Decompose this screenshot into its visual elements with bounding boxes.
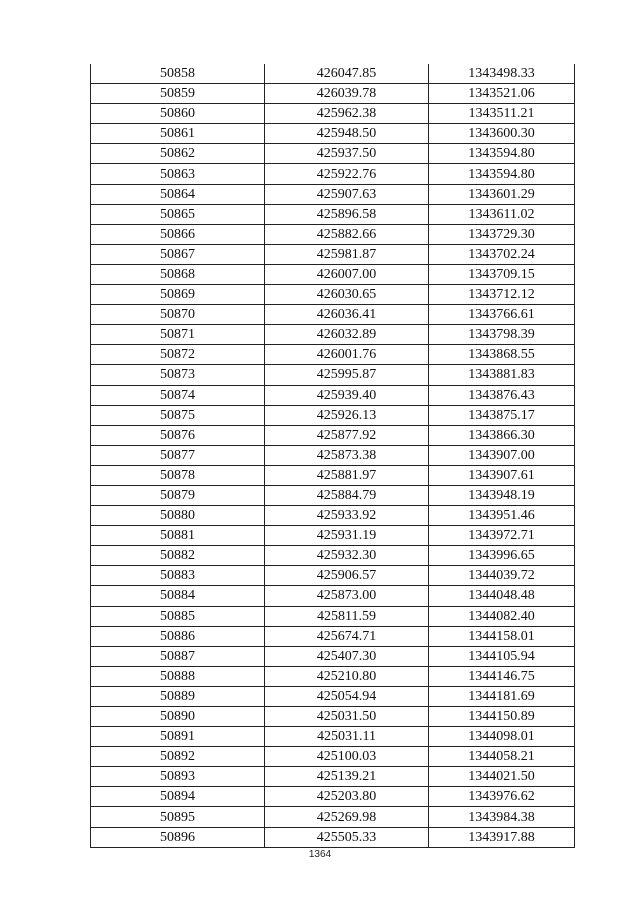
y-coordinate-cell: 1344039.72 bbox=[429, 566, 575, 586]
x-coordinate-cell: 425674.71 bbox=[265, 626, 429, 646]
x-coordinate-cell: 425210.80 bbox=[265, 666, 429, 686]
x-coordinate-cell: 425962.38 bbox=[265, 104, 429, 124]
point-id-cell: 50861 bbox=[91, 124, 265, 144]
y-coordinate-cell: 1343996.65 bbox=[429, 546, 575, 566]
x-coordinate-cell: 425877.92 bbox=[265, 425, 429, 445]
table-row bbox=[91, 405, 575, 425]
table-row bbox=[91, 345, 575, 365]
y-coordinate-cell: 1344082.40 bbox=[429, 606, 575, 626]
point-id-cell: 50893 bbox=[91, 767, 265, 787]
table-row bbox=[91, 586, 575, 606]
y-coordinate-cell: 1343594.80 bbox=[429, 144, 575, 164]
table-row bbox=[91, 666, 575, 686]
y-coordinate-cell: 1343712.12 bbox=[429, 285, 575, 305]
x-coordinate-cell: 426032.89 bbox=[265, 325, 429, 345]
point-id-cell: 50867 bbox=[91, 244, 265, 264]
table-row bbox=[91, 104, 575, 124]
x-coordinate-cell: 425933.92 bbox=[265, 506, 429, 526]
table-row bbox=[91, 727, 575, 747]
table-row bbox=[91, 485, 575, 505]
x-coordinate-cell: 425407.30 bbox=[265, 646, 429, 666]
table-row bbox=[91, 526, 575, 546]
table-row bbox=[91, 747, 575, 767]
point-id-cell: 50869 bbox=[91, 285, 265, 305]
page-number: 1364 bbox=[308, 849, 332, 860]
table-row bbox=[91, 385, 575, 405]
y-coordinate-cell: 1343976.62 bbox=[429, 787, 575, 807]
y-coordinate-cell: 1344058.21 bbox=[429, 747, 575, 767]
point-id-cell: 50894 bbox=[91, 787, 265, 807]
y-coordinate-cell: 1343972.71 bbox=[429, 526, 575, 546]
y-coordinate-cell: 1344181.69 bbox=[429, 686, 575, 706]
point-id-cell: 50859 bbox=[91, 84, 265, 104]
x-coordinate-cell: 425882.66 bbox=[265, 224, 429, 244]
point-id-cell: 50883 bbox=[91, 566, 265, 586]
point-id-cell: 50881 bbox=[91, 526, 265, 546]
point-id-cell: 50874 bbox=[91, 385, 265, 405]
x-coordinate-cell: 425939.40 bbox=[265, 385, 429, 405]
point-id-cell: 50870 bbox=[91, 305, 265, 325]
point-id-cell: 50884 bbox=[91, 586, 265, 606]
x-coordinate-cell: 425907.63 bbox=[265, 184, 429, 204]
y-coordinate-cell: 1343511.21 bbox=[429, 104, 575, 124]
x-coordinate-cell: 425139.21 bbox=[265, 767, 429, 787]
y-coordinate-cell: 1344158.01 bbox=[429, 626, 575, 646]
table-row bbox=[91, 626, 575, 646]
x-coordinate-cell: 425811.59 bbox=[265, 606, 429, 626]
point-id-cell: 50880 bbox=[91, 506, 265, 526]
y-coordinate-cell: 1343600.30 bbox=[429, 124, 575, 144]
y-coordinate-cell: 1343729.30 bbox=[429, 224, 575, 244]
x-coordinate-cell: 425896.58 bbox=[265, 204, 429, 224]
point-id-cell: 50896 bbox=[91, 827, 265, 847]
table-row bbox=[91, 686, 575, 706]
table-row bbox=[91, 465, 575, 485]
coordinate-table-body bbox=[91, 64, 575, 847]
y-coordinate-cell: 1344098.01 bbox=[429, 727, 575, 747]
table-row bbox=[91, 506, 575, 526]
y-coordinate-cell: 1343948.19 bbox=[429, 485, 575, 505]
table-row bbox=[91, 827, 575, 847]
point-id-cell: 50887 bbox=[91, 646, 265, 666]
point-id-cell: 50865 bbox=[91, 204, 265, 224]
table-row bbox=[91, 64, 575, 84]
x-coordinate-cell: 426007.00 bbox=[265, 264, 429, 284]
point-id-cell: 50875 bbox=[91, 405, 265, 425]
point-id-cell: 50878 bbox=[91, 465, 265, 485]
point-id-cell: 50895 bbox=[91, 807, 265, 827]
table-row bbox=[91, 646, 575, 666]
y-coordinate-cell: 1343907.61 bbox=[429, 465, 575, 485]
table-row bbox=[91, 365, 575, 385]
x-coordinate-cell: 425031.50 bbox=[265, 707, 429, 727]
point-id-cell: 50866 bbox=[91, 224, 265, 244]
point-id-cell: 50877 bbox=[91, 445, 265, 465]
table-row bbox=[91, 144, 575, 164]
table-row bbox=[91, 767, 575, 787]
y-coordinate-cell: 1343702.24 bbox=[429, 244, 575, 264]
y-coordinate-cell: 1344150.89 bbox=[429, 707, 575, 727]
coordinate-table bbox=[90, 64, 575, 848]
x-coordinate-cell: 425505.33 bbox=[265, 827, 429, 847]
y-coordinate-cell: 1343798.39 bbox=[429, 325, 575, 345]
point-id-cell: 50864 bbox=[91, 184, 265, 204]
table-row bbox=[91, 204, 575, 224]
point-id-cell: 50868 bbox=[91, 264, 265, 284]
y-coordinate-cell: 1343875.17 bbox=[429, 405, 575, 425]
table-row bbox=[91, 285, 575, 305]
y-coordinate-cell: 1343881.83 bbox=[429, 365, 575, 385]
point-id-cell: 50863 bbox=[91, 164, 265, 184]
y-coordinate-cell: 1343594.80 bbox=[429, 164, 575, 184]
point-id-cell: 50882 bbox=[91, 546, 265, 566]
point-id-cell: 50891 bbox=[91, 727, 265, 747]
y-coordinate-cell: 1343601.29 bbox=[429, 184, 575, 204]
y-coordinate-cell: 1343876.43 bbox=[429, 385, 575, 405]
y-coordinate-cell: 1343611.02 bbox=[429, 204, 575, 224]
y-coordinate-cell: 1343868.55 bbox=[429, 345, 575, 365]
x-coordinate-cell: 425873.38 bbox=[265, 445, 429, 465]
point-id-cell: 50873 bbox=[91, 365, 265, 385]
table-row bbox=[91, 305, 575, 325]
x-coordinate-cell: 425948.50 bbox=[265, 124, 429, 144]
point-id-cell: 50872 bbox=[91, 345, 265, 365]
table-row bbox=[91, 124, 575, 144]
table-row bbox=[91, 787, 575, 807]
point-id-cell: 50858 bbox=[91, 64, 265, 84]
point-id-cell: 50871 bbox=[91, 325, 265, 345]
table-row bbox=[91, 425, 575, 445]
x-coordinate-cell: 425932.30 bbox=[265, 546, 429, 566]
x-coordinate-cell: 425884.79 bbox=[265, 485, 429, 505]
x-coordinate-cell: 425906.57 bbox=[265, 566, 429, 586]
point-id-cell: 50886 bbox=[91, 626, 265, 646]
table-row bbox=[91, 224, 575, 244]
x-coordinate-cell: 426039.78 bbox=[265, 84, 429, 104]
y-coordinate-cell: 1343521.06 bbox=[429, 84, 575, 104]
y-coordinate-cell: 1344048.48 bbox=[429, 586, 575, 606]
point-id-cell: 50890 bbox=[91, 707, 265, 727]
table-row bbox=[91, 606, 575, 626]
y-coordinate-cell: 1343917.88 bbox=[429, 827, 575, 847]
point-id-cell: 50885 bbox=[91, 606, 265, 626]
point-id-cell: 50862 bbox=[91, 144, 265, 164]
x-coordinate-cell: 425981.87 bbox=[265, 244, 429, 264]
x-coordinate-cell: 425926.13 bbox=[265, 405, 429, 425]
point-id-cell: 50860 bbox=[91, 104, 265, 124]
point-id-cell: 50876 bbox=[91, 425, 265, 445]
table-row bbox=[91, 84, 575, 104]
x-coordinate-cell: 425031.11 bbox=[265, 727, 429, 747]
point-id-cell: 50879 bbox=[91, 485, 265, 505]
y-coordinate-cell: 1343984.38 bbox=[429, 807, 575, 827]
x-coordinate-cell: 425922.76 bbox=[265, 164, 429, 184]
table-row bbox=[91, 264, 575, 284]
table-row bbox=[91, 807, 575, 827]
x-coordinate-cell: 426036.41 bbox=[265, 305, 429, 325]
table-row bbox=[91, 184, 575, 204]
point-id-cell: 50888 bbox=[91, 666, 265, 686]
table-row bbox=[91, 164, 575, 184]
x-coordinate-cell: 425054.94 bbox=[265, 686, 429, 706]
x-coordinate-cell: 425931.19 bbox=[265, 526, 429, 546]
table-row bbox=[91, 566, 575, 586]
table-row bbox=[91, 707, 575, 727]
y-coordinate-cell: 1343907.00 bbox=[429, 445, 575, 465]
table-row bbox=[91, 445, 575, 465]
x-coordinate-cell: 425269.98 bbox=[265, 807, 429, 827]
table-row bbox=[91, 244, 575, 264]
x-coordinate-cell: 426047.85 bbox=[265, 64, 429, 84]
x-coordinate-cell: 425203.80 bbox=[265, 787, 429, 807]
table-row bbox=[91, 325, 575, 345]
table-row bbox=[91, 546, 575, 566]
x-coordinate-cell: 425995.87 bbox=[265, 365, 429, 385]
y-coordinate-cell: 1344146.75 bbox=[429, 666, 575, 686]
y-coordinate-cell: 1343498.33 bbox=[429, 64, 575, 84]
y-coordinate-cell: 1343951.46 bbox=[429, 506, 575, 526]
x-coordinate-cell: 425937.50 bbox=[265, 144, 429, 164]
x-coordinate-cell: 425100.03 bbox=[265, 747, 429, 767]
y-coordinate-cell: 1344105.94 bbox=[429, 646, 575, 666]
point-id-cell: 50892 bbox=[91, 747, 265, 767]
y-coordinate-cell: 1343866.30 bbox=[429, 425, 575, 445]
x-coordinate-cell: 426030.65 bbox=[265, 285, 429, 305]
y-coordinate-cell: 1343766.61 bbox=[429, 305, 575, 325]
y-coordinate-cell: 1344021.50 bbox=[429, 767, 575, 787]
point-id-cell: 50889 bbox=[91, 686, 265, 706]
x-coordinate-cell: 425881.97 bbox=[265, 465, 429, 485]
x-coordinate-cell: 426001.76 bbox=[265, 345, 429, 365]
y-coordinate-cell: 1343709.15 bbox=[429, 264, 575, 284]
x-coordinate-cell: 425873.00 bbox=[265, 586, 429, 606]
